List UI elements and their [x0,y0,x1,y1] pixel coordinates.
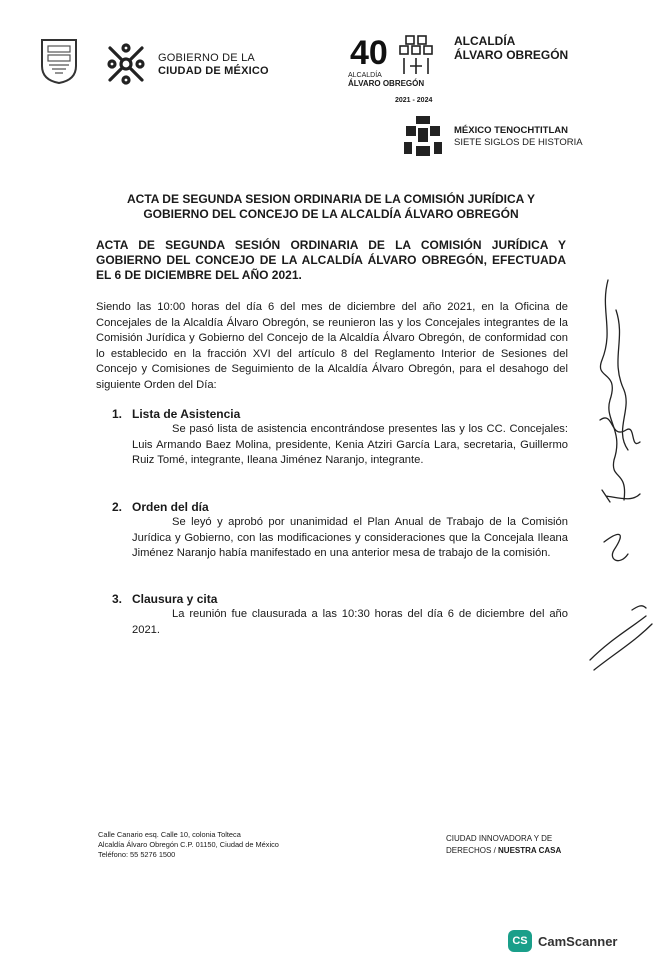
agenda-body: Se leyó y aprobó por unanimidad el Plan Anual de Trabajo de la Comisión Jurídica y Gobierno, con las modificaciones y consideraciones que la Concejala Ileana Jiménez Naranjo había manifestado en una anterior mesa de trabajo de la comisión. [132,516,568,560]
slogan-line-2 [446,845,561,857]
address-line-1: Calle Canario esq. Calle 10, colonia Tolteca [98,830,241,839]
slogan-line-2-normal: DERECHOS / [446,846,499,855]
tenochtitlan-wordmark [454,125,583,149]
agenda-body: La reunión fue clausurada a las 10:30 horas del día 6 de diciembre del año 2021. [132,608,568,636]
tenochtitlan-line-2: SIETE SIGLOS DE HISTORIA [454,137,583,148]
footer-slogan [446,833,561,857]
alcaldia-name-line-1: ALCALDÍA [454,34,516,48]
ao-logo-years: 2021 - 2024 [395,97,433,104]
ao-logo-line-1: ALCALDÍA [348,72,382,79]
alcaldia-name-line-2: ÁLVARO OBREGÓN [454,48,569,62]
ao-logo-number: 40 [350,34,388,72]
agenda-title: Lista de Asistencia [132,407,241,421]
agenda-number: 2. [112,500,123,514]
agenda-number: 3. [112,592,123,606]
cdmx-wordmark [158,52,269,78]
agenda-title: Clausura y cita [132,592,218,606]
address-line-2: Alcaldía Álvaro Obregón C.P. 01150, Ciudad de México [98,840,279,849]
coat-of-arms-icon [40,38,78,84]
slogan-line-1: CIUDAD INNOVADORA Y DE [446,834,553,843]
intro-paragraph: Siendo las 10:00 horas del día 6 del mes de diciembre del año 2021, en la Oficina de Concejales de la Alcaldía Álvaro Obregón, se reunieron las y los Concejales integrantes de la Comisión Jurídica y Gobierno del Concejo de la Alcaldía Álvaro Obregón, de conformidad con lo establecido en la fracción XVI del artículo 8 del Reglamento Interior de Sesiones del Concejo y Comisiones de Seguimiento de la Alcaldía Álvaro Obregón, para el desahogo del siguiente Orden del Día: [96,301,568,391]
document-subtitle: ACTA DE SEGUNDA SESIÓN ORDINARIA DE LA COMISIÓN JURÍDICA Y GOBIERNO DEL CONCEJO DE LA ALCALDÍA ÁLVARO OBREGÓN, EFECTUADA EL 6 DE DICIEMBRE DEL AÑO 2021. [96,238,566,282]
footer-address [98,830,279,860]
aztec-glyph-icon [400,114,446,160]
agenda-title: Orden del día [132,500,209,514]
tenochtitlan-line-1: MÉXICO TENOCHTITLAN [454,125,568,136]
cdmx-logo-icon [102,40,150,88]
document-title: ACTA DE SEGUNDA SESION ORDINARIA DE LA COMISIÓN JURÍDICA Y GOBIERNO DEL CONCEJO DE LA ALCALDÍA ÁLVARO OBREGÓN [126,192,536,221]
slogan-line-2-bold: NUESTRA CASA [498,846,562,855]
ao-logo-wordmark [348,72,424,88]
agenda-item [112,407,568,469]
agenda-body: Se pasó lista de asistencia encontrándose presentes las y los CC. Concejales: Luis Armando Baez Molina, presidente, Kenia Atziri García Lara, secretaria, Guillermo Ruiz Tomé, integrante, Ileana Jiménez Naranjo, integrante. [132,423,568,467]
agenda-number: 1. [112,407,123,421]
cdmx-line-1: GOBIERNO DE LA [158,52,255,64]
agenda-item [112,592,568,638]
address-phone: Teléfono: 55 5276 1500 [98,850,176,859]
camscanner-label: CamScanner [538,933,618,949]
cdmx-line-2: CIUDAD DE MÉXICO [158,65,269,77]
agenda-item [112,500,568,562]
camscanner-logo-icon: CS [508,930,532,952]
ao-logo-line-2: ÁLVARO OBREGÓN [348,79,425,88]
alcaldia-name [454,34,568,62]
agenda-heading [112,407,568,422]
agenda-heading [112,592,568,607]
margin-signatures [580,270,658,710]
camscanner-watermark [508,929,617,953]
agenda-heading [112,500,568,515]
